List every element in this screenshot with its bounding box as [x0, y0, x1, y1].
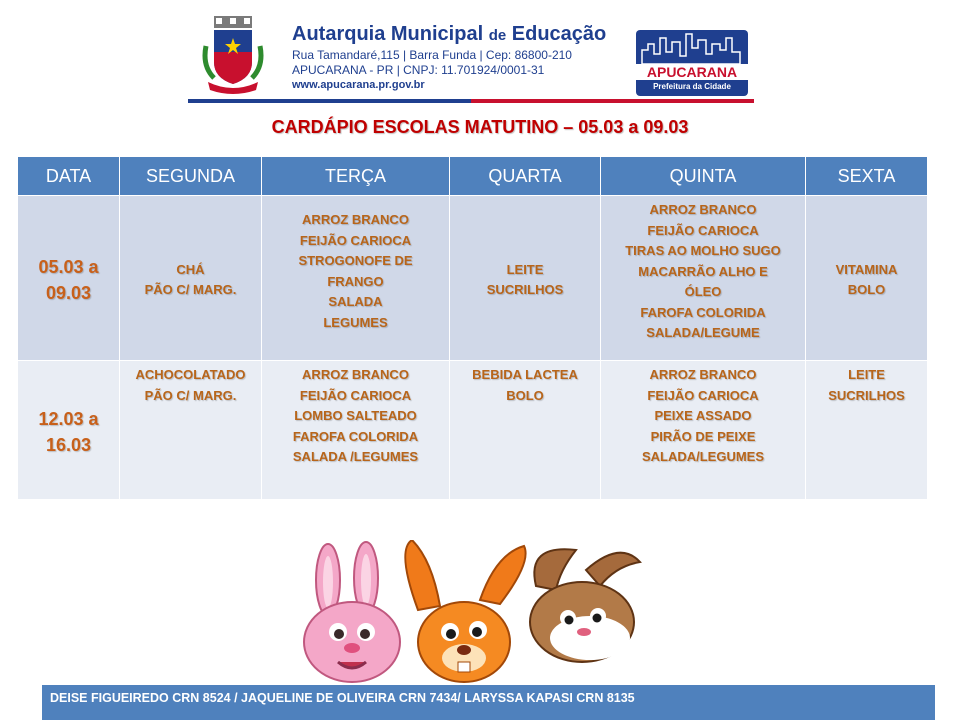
menu-item: SALADA: [328, 294, 383, 309]
coat-of-arms-icon: [200, 16, 266, 96]
menu-item: LEITE: [506, 261, 544, 277]
org-address: Rua Tamandaré,115 | Barra Funda | Cep: 86800-210: [292, 48, 572, 62]
org-website: www.apucarana.pr.gov.br: [292, 79, 425, 91]
city-logo-sub: Prefeitura da Cidade: [653, 82, 731, 91]
org-info: [292, 22, 622, 93]
menu-cell-sexta: [806, 361, 928, 500]
menu-cell-quinta: [601, 196, 806, 361]
menu-cell-terca: [262, 361, 450, 500]
menu-item: ARROZ BRANCO: [649, 367, 757, 382]
date-line: 12.03 a: [38, 409, 99, 429]
menu-item: MACARRÃO ALHO E: [638, 263, 768, 279]
menu-item: FEIJÃO CARIOCA: [299, 387, 412, 403]
menu-cell-quinta: [601, 361, 806, 500]
menu-item: ARROZ BRANCO: [302, 212, 409, 227]
menu-item: SUCRILHOS: [828, 387, 905, 403]
menu-item: BOLO: [847, 282, 886, 297]
footer-credits: DEISE FIGUEIREDO CRN 8524 / JAQUELINE DE OLIVEIRA CRN 7434/ LARYSSA KAPASI CRN 8135: [50, 691, 635, 705]
menu-cell-segunda: [120, 361, 262, 500]
menu-item: SALADA /LEGUMES: [292, 449, 419, 464]
menu-item: FAROFA COLORIDA: [640, 304, 766, 320]
table-row: [18, 361, 928, 500]
menu-item: TIRAS AO MOLHO SUGO: [625, 243, 781, 258]
date-cell: [18, 361, 120, 500]
header-quinta: QUINTA: [601, 157, 806, 196]
header-data: DATA: [18, 157, 120, 196]
city-logo: [636, 30, 748, 96]
menu-item: SALADA/LEGUMES: [641, 449, 765, 464]
menu-item: FEIJÃO CARIOCA: [299, 232, 412, 248]
brown-bunny-icon: [530, 549, 640, 662]
page-title: CARDÁPIO ESCOLAS MATUTINO – 05.03 a 09.03: [271, 117, 689, 137]
date-cell: [18, 196, 120, 361]
menu-item: VITAMINA: [835, 261, 898, 277]
menu-item: BEBIDA LACTEA: [472, 367, 578, 382]
menu-item: FRANGO: [327, 273, 384, 289]
menu-item: PEIXE ASSADO: [654, 408, 752, 423]
footer-bar: [40, 685, 935, 720]
skyline-icon: [636, 30, 748, 66]
header-quarta: QUARTA: [450, 157, 601, 196]
date-line: 16.03: [45, 435, 92, 455]
menu-item: ARROZ BRANCO: [649, 202, 757, 217]
menu-item: ACHOCOLATADO: [135, 367, 246, 382]
menu-item: SALADA/LEGUME: [646, 325, 760, 340]
menu-item: PÃO C/ MARG.: [144, 282, 237, 297]
menu-table: [17, 156, 928, 500]
easter-bunnies-icon: [300, 540, 645, 685]
org-name: Autarquia Municipal de Educação: [292, 23, 607, 45]
table-header-row: [18, 157, 928, 196]
header-terca: TERÇA: [262, 157, 450, 196]
menu-item: ÓLEO: [684, 284, 722, 299]
menu-item: FEIJÃO CARIOCA: [647, 222, 759, 238]
header-divider: [188, 99, 754, 103]
menu-item: LOMBO SALTEADO: [294, 408, 417, 423]
menu-cell-terca: [262, 196, 450, 361]
menu-item: CHÁ: [176, 261, 205, 277]
pink-bunny-icon: [304, 542, 400, 682]
date-line: 09.03: [45, 283, 92, 303]
header-segunda: SEGUNDA: [120, 157, 262, 196]
menu-item: PÃO C/ MARG.: [144, 387, 237, 403]
menu-item: ARROZ BRANCO: [302, 367, 409, 382]
menu-item: BOLO: [506, 387, 544, 403]
menu-cell-quarta: [450, 196, 601, 361]
table-row: [18, 196, 928, 361]
menu-cell-quarta: [450, 361, 601, 500]
city-logo-name: APUCARANA: [636, 64, 748, 80]
date-line: 05.03 a: [38, 257, 99, 277]
header-sexta: SEXTA: [806, 157, 928, 196]
menu-item: FAROFA COLORIDA: [292, 428, 419, 444]
orange-bunny-icon: [405, 540, 525, 682]
menu-item: PIRÃO DE PEIXE: [650, 428, 756, 444]
menu-item: LEGUMES: [323, 314, 388, 330]
menu-item: FEIJÃO CARIOCA: [647, 387, 759, 403]
menu-item: SUCRILHOS: [486, 282, 564, 297]
org-cnpj: APUCARANA - PR | CNPJ: 11.701924/0001-31: [292, 63, 545, 77]
menu-item: STROGONOFE DE: [298, 253, 413, 268]
menu-cell-sexta: [806, 196, 928, 361]
menu-cell-segunda: [120, 196, 262, 361]
menu-item: LEITE: [848, 367, 885, 382]
